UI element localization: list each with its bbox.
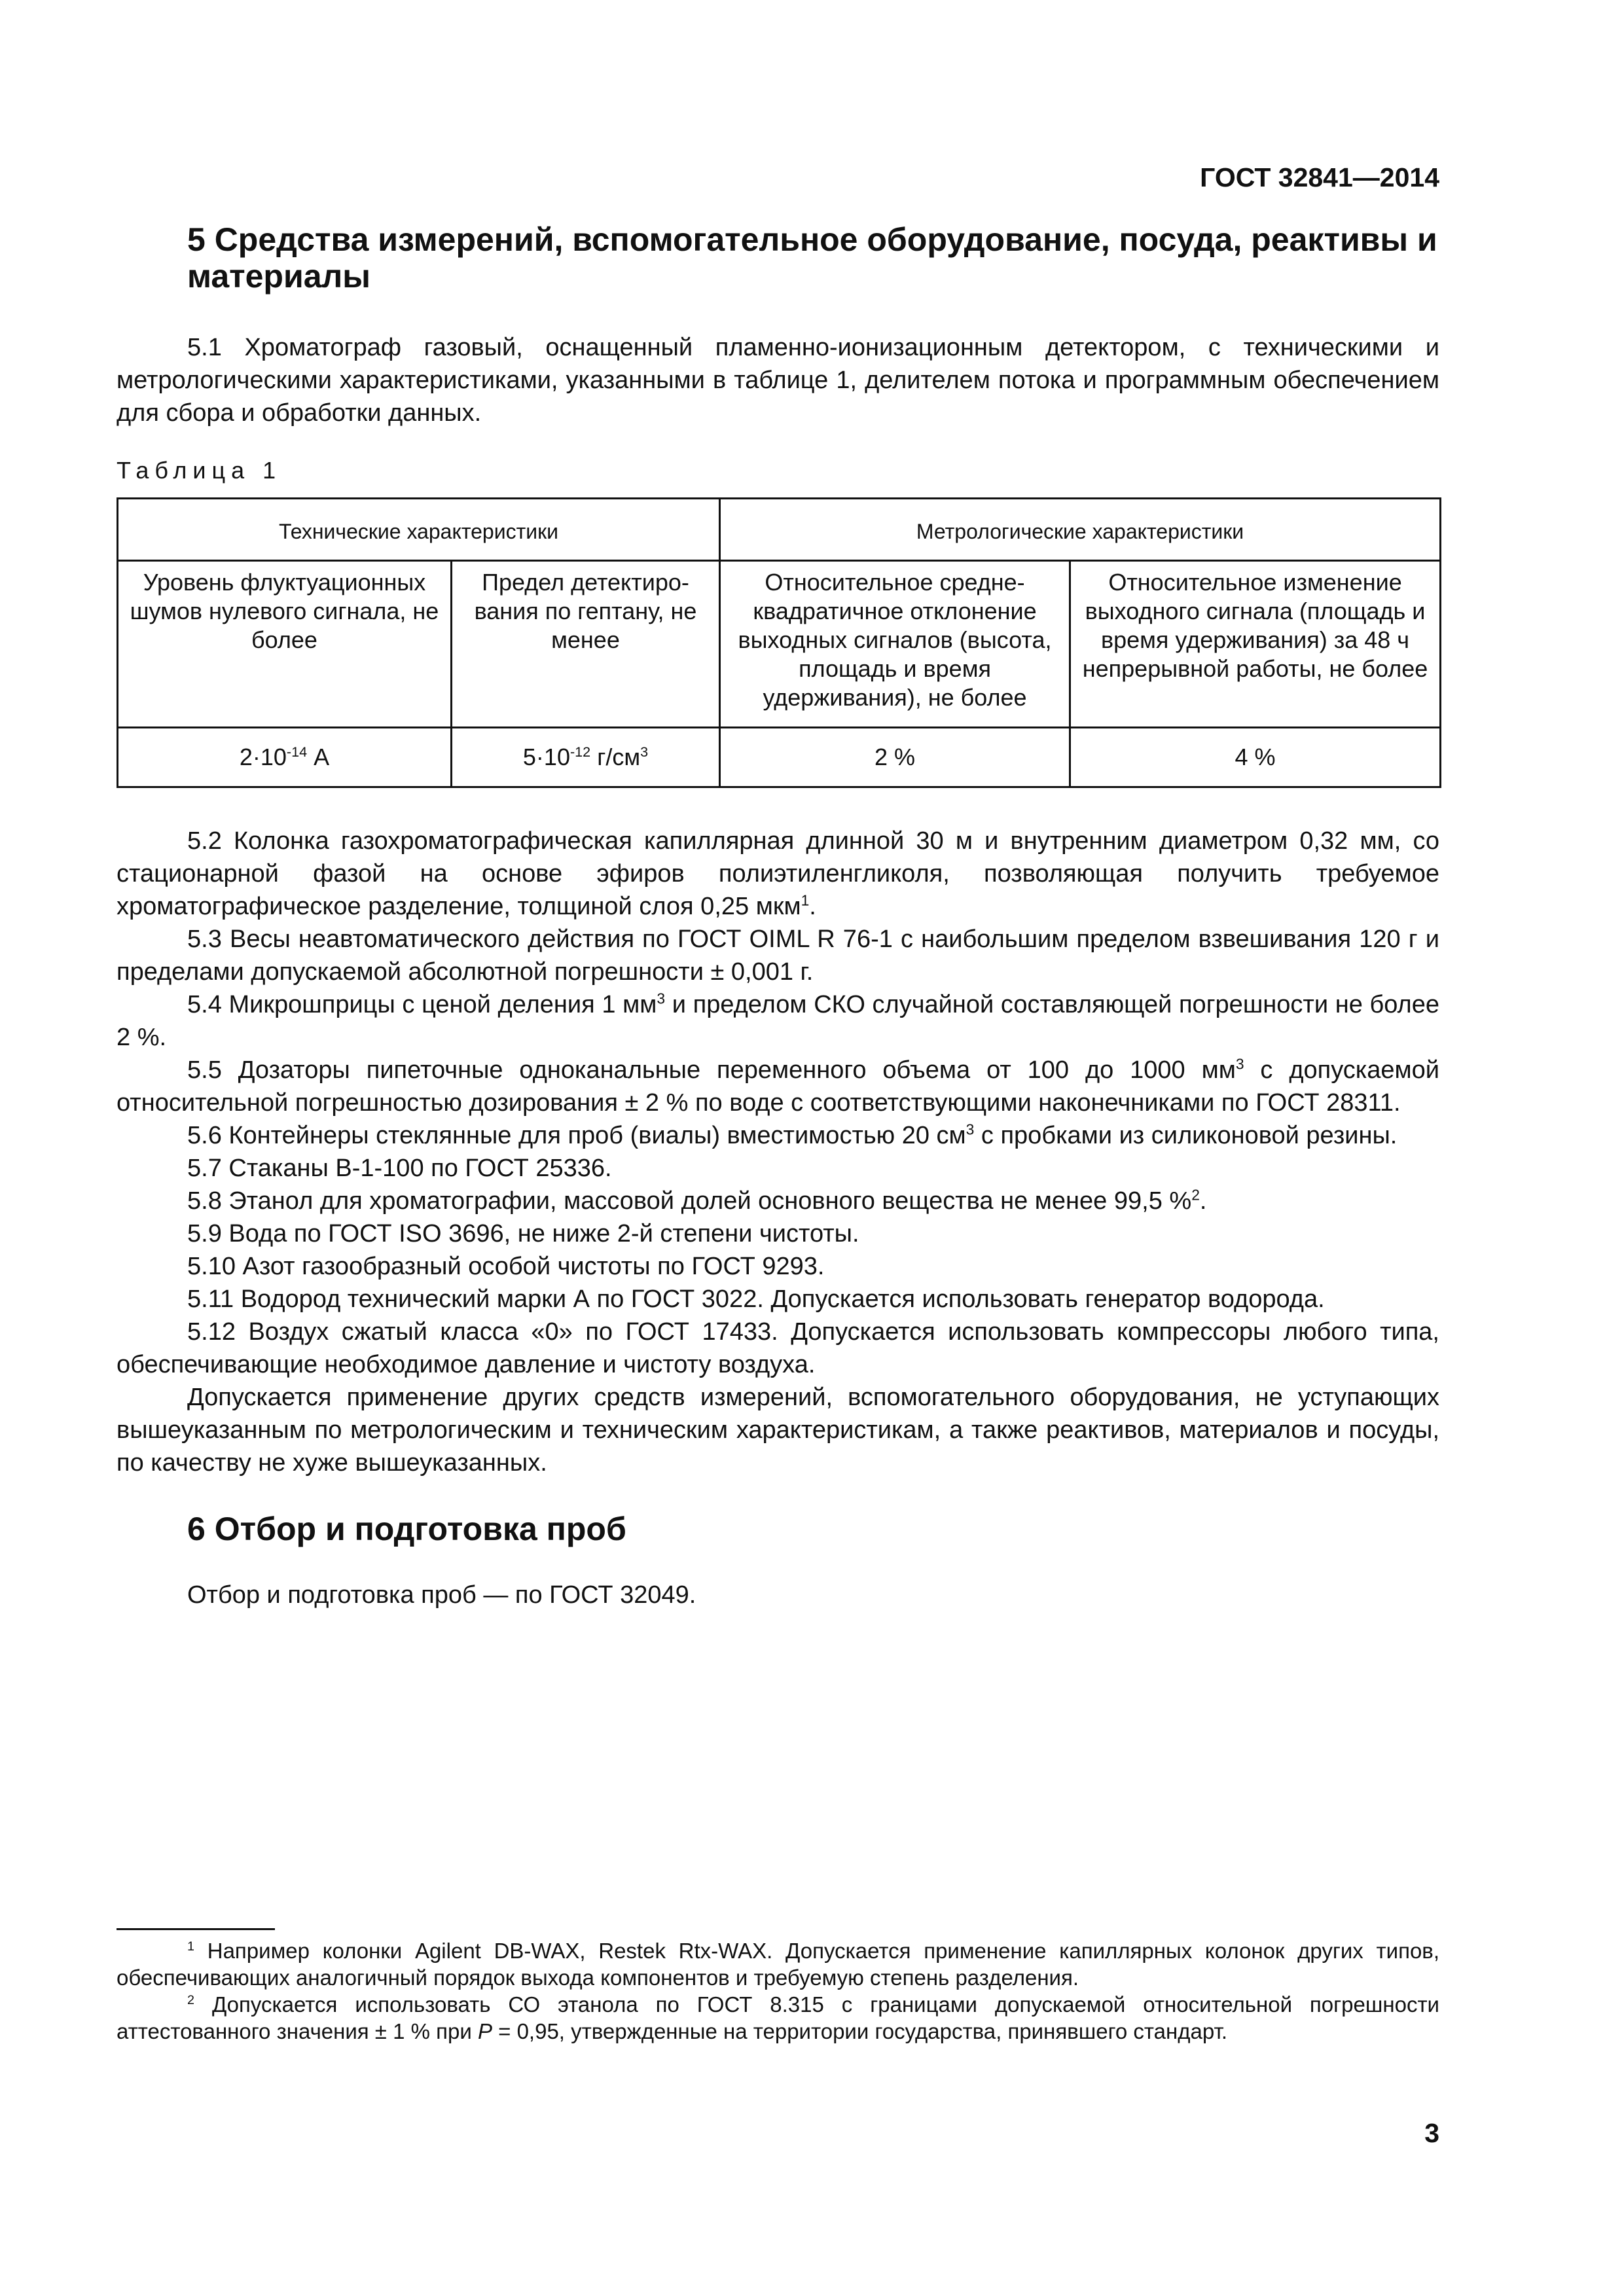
col-header-rsd: Относительное средне-квадратичное отклонение выходных сигналов (высота, площадь и время удерживания), не более [720,561,1070,728]
item-5-4: 5.4 Микрошприцы с ценой деления 1 $мм^3$ и пределом СКО случайной составляющей погрешности не более 2 %. [117,990,1439,1051]
document-code: ГОСТ 32841—2014 [1200,162,1439,192]
item-5-12: 5.12 Воздух сжатый класса «0» по ГОСТ 17433. Допускается использовать компрессоры любого типа, обеспечивающие необходимое давление и чистоту воздуха. [117,1318,1439,1378]
section-6-text: Отбор и подготовка проб — по ГОСТ 32049. [187,1581,696,1609]
value-drift: 4 % [1070,728,1441,787]
header-technical: Технические характеристики [118,499,720,561]
section-6-title: 6 Отбор и подготовка проб [187,1511,626,1547]
item-5-3: 5.3 Весы неавтоматического действия по ГОСТ OIML R 76-1 с наибольшим пределом взвешивания 120 г и пределами допускаемой абсолютной погрешности ± 0,001 г. [117,925,1439,986]
item-5-9: 5.9 Вода по ГОСТ ISO 3696, не ниже 2-й степени чистоты. [187,1220,859,1247]
page-number: 3 [1424,2118,1439,2148]
item-5-7: 5.7 Стаканы В-1-100 по ГОСТ 25336. [187,1155,612,1182]
value-rsd: 2 % [720,728,1070,787]
table-group-header-row [118,499,1441,561]
paragraph-5-1: 5.1 Хроматограф газовый, оснащенный пламенно-ионизационным детектором, с техническими и метрологическими характеристиками, указанными в таблице 1, делителем потока и программным обеспечением для сбора и обработки данных. [117,334,1439,427]
footnote-ref-1: 1 [801,891,810,909]
footnote-divider [117,1928,275,1930]
requirements-list [117,825,1439,1479]
item-5-10: 5.10 Азот газообразный особой чистоты по ГОСТ 9293. [187,1253,825,1280]
value-noise: $2\cdot 10^{-14}$ А [118,728,452,787]
allowance-paragraph: Допускается применение других средств измерений, вспомогательного оборудования, не уступающих вышеуказанным по метрологическим и техническим характеристикам, а также реактивов, материалов и посуды, по качеству не хуже вышеуказанных. [117,1384,1439,1477]
section-5-title: 5 Средства измерений, вспомогательное оборудование, посуда, реактивы и материалы [187,221,1437,295]
table-column-header-row [118,561,1441,728]
item-5-8: 5.8 Этанол для хроматографии, массовой долей основного вещества не менее 99,5 %$^2$. [187,1186,1207,1215]
table-caption: Таблица 1 [117,457,282,484]
specs-table [117,497,1441,788]
header-metrological: Метрологические характеристики [720,499,1441,561]
footnote-1: $^1$ Например колонки Agilent DB-WAX, Restek Rtx-WAX. Допускается применение капиллярных колонок других типов, обеспечивающих аналогичный порядок выхода компонентов и требуемую степень разделения. [117,1939,1439,1990]
item-5-11: 5.11 Водород технический марки А по ГОСТ 3022. Допускается использовать генератор водорода. [187,1285,1325,1313]
footnote-2: $^2$ Допускается использовать СО этанола по ГОСТ 8.315 с границами допускаемой относительной погрешности аттестованного значения ± 1 % при P = 0,95, утвержденные на территории государства, принявшего стандарт. [117,1992,1439,2043]
col-header-drift: Относительное изменение выходного сигнала (площадь и время удерживания) за 48 ч непрерывной работы, не более [1070,561,1441,728]
section-6 [117,1511,1439,1611]
footnotes [117,1937,1439,2045]
page-content [117,221,1439,1611]
col-header-detection-limit: Предел детектиро-вания по гептану, не менее [452,561,720,728]
value-detection-limit: $5\cdot 10^{-12}$ $г/см^3$ [452,728,720,787]
item-5-6: 5.6 Контейнеры стеклянные для проб (виалы) вместимостью 20 $см^3$ с пробками из силиконовой резины. [187,1121,1398,1149]
item-5-2: 5.2 Колонка газохроматографическая капиллярная длинной 30 м и внутренним диаметром 0,32 мм, со стационарной фазой на основе эфиров полиэтиленгликоля, позволяющая получить требуемое хроматографическое разделение, толщиной слоя 0,25 мкм$^1$. [117,827,1439,920]
footnote-ref-2: 2 [1191,1186,1200,1204]
item-5-5: 5.5 Дозаторы пипеточные одноканальные переменного объема от 100 до 1000 $мм^3$ с допускаемой относительной погрешностью дозирования ± 2 % по воде с соответствующими наконечниками по ГОСТ 28311. [117,1055,1439,1117]
table-value-row [118,728,1441,787]
col-header-noise: Уровень флуктуационных шумов нулевого сигнала, не более [118,561,452,728]
